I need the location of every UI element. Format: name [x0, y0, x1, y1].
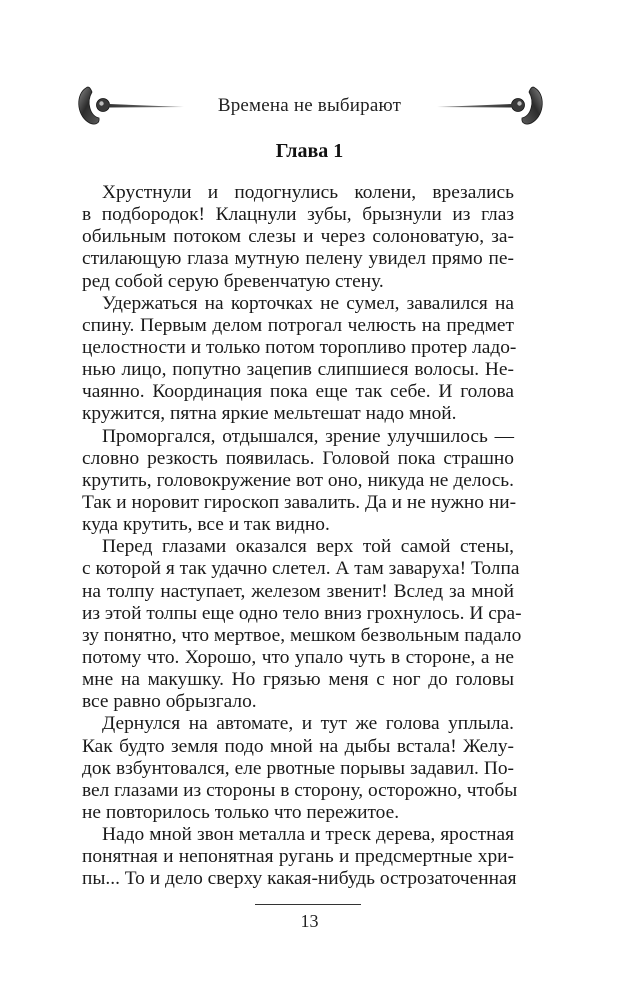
text-line: кружится, пятна яркие мельтешат надо мной.	[82, 403, 457, 425]
text-line: из этой толпы еще одно тело вниз грохнулось. И сра-	[82, 602, 522, 624]
text-line: все равно обрызгало.	[82, 691, 257, 713]
text-line: не повторилось только что пережитое.	[82, 801, 400, 823]
text-line: целостности и только потом торопливо протер ладо-	[82, 336, 517, 358]
text-line: пы... То и дело сверху какая-нибудь острозаточенная	[82, 868, 517, 890]
text-line: чаянно. Координация пока еще так себе. И голова	[82, 381, 514, 403]
paragraph	[82, 824, 517, 890]
text-line: с которой я так удачно слетел. А там заваруха! Толпа	[82, 558, 520, 580]
text-line: на толпу наступает, железом звенит! Вслед за мной	[82, 580, 514, 602]
text-line: Хрустнули и подогнулись колени, врезались	[102, 182, 514, 203]
paragraph	[82, 536, 522, 713]
chapter-title: Глава 1	[275, 140, 344, 162]
text-line: нью лицо, попутно зацепив слипшиеся волосы. Не-	[82, 359, 514, 381]
text-line: зу понятно, что мертвое, мешком безвольным падало	[82, 624, 522, 646]
text-line: потому что. Хорошо, что упало чуть в стороне, а не	[82, 646, 514, 668]
right-ornament-icon	[433, 78, 545, 134]
running-title: Времена не выбирают	[217, 95, 402, 116]
text-line: спину. Первым делом потрогал челюсть на предмет	[82, 314, 514, 336]
text-line: ред собой серую бревенчатую стену.	[82, 270, 384, 292]
body-text	[82, 182, 522, 891]
text-line: Проморгался, отдышался, зрение улучшилось —	[102, 425, 514, 447]
text-line: в подбородок! Клацнули зубы, брызнули из глаз	[82, 204, 514, 226]
paragraph	[82, 182, 514, 293]
text-line: Так и норовит гироскоп завалить. Да и не нужно ни-	[82, 491, 517, 513]
text-line: крутить, головокружение вот оно, никуда не делось.	[82, 469, 514, 491]
text-line: обильным потоком слезы и через солоноватую, за-	[82, 226, 514, 248]
page-number: 13	[300, 911, 319, 931]
text-line: Как будто земля подо мной на дыбы встала! Желу-	[82, 735, 514, 757]
text-line: Дернулся на автомате, и тут же голова уплыла.	[102, 713, 514, 735]
text-line: куда крутить, все и так видно.	[82, 514, 330, 536]
paragraph	[82, 292, 517, 426]
text-line: словно резкость появилась. Головой пока страшно	[82, 447, 514, 469]
footer-divider	[255, 904, 361, 905]
text-line: док взбунтовался, еле рвотные порывы задавил. По-	[82, 757, 514, 779]
paragraph	[82, 713, 518, 824]
running-header	[0, 78, 619, 138]
text-line: Надо мной звон металла и треск дерева, яростная	[102, 824, 514, 846]
text-line: стилающую глаза мутную пелену увидел прямо пе-	[82, 248, 514, 270]
text-line: понятная и непонятная ругань и предсмертные хри-	[82, 846, 514, 868]
text-line: Удержаться на корточках не сумел, завалился на	[102, 292, 514, 314]
paragraph	[82, 425, 517, 537]
text-line: Перед глазами оказался верх той самой стены,	[102, 536, 514, 558]
text-line: мне на макушку. Но грязью меня с ног до головы	[82, 669, 514, 691]
text-line: вел глазами из стороны в сторону, осторожно, чтобы	[82, 779, 518, 801]
